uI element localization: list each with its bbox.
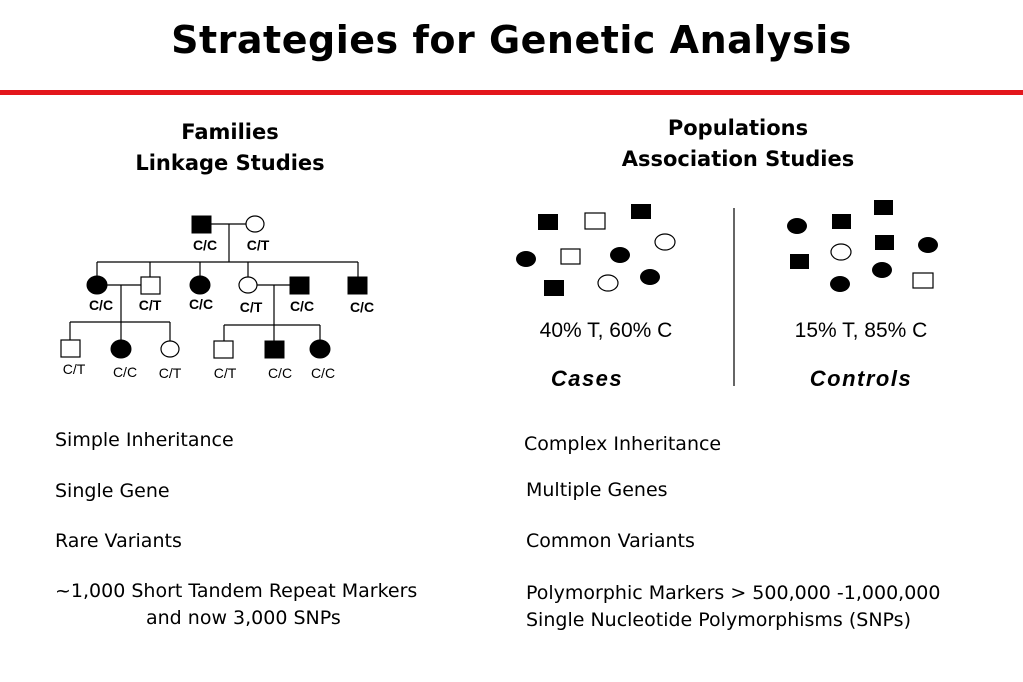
families-heading-line1: Families — [181, 120, 279, 144]
families-heading-line2: Linkage Studies — [135, 151, 325, 175]
case-unaffected-male — [561, 249, 580, 264]
slide-title: Strategies for Genetic Analysis — [171, 18, 852, 62]
g2-affected-male-1 — [290, 277, 309, 294]
cases-frequency: 40% T, 60% C — [539, 319, 673, 342]
controls-frequency: 15% T, 85% C — [794, 319, 928, 342]
case-unaffected-male — [585, 213, 605, 229]
g2-unaffected-female-1 — [239, 277, 257, 293]
genotype-label: C/T — [239, 299, 263, 315]
genotype-label: C/C — [349, 299, 375, 315]
genotype-label: C/C — [289, 298, 315, 314]
g3-unaffected-female-1 — [161, 341, 179, 357]
g3-affected-female-2 — [310, 340, 330, 358]
genotype-label: C/T — [138, 297, 162, 313]
genotype-label: C/C — [112, 364, 138, 380]
controls-label: Controls — [809, 366, 913, 391]
cases-label: Cases — [550, 366, 624, 391]
case-unaffected-female — [655, 234, 675, 250]
genotype-label: C/C — [192, 237, 218, 253]
genotype-label: C/C — [267, 365, 293, 381]
g3-affected-male-1 — [265, 341, 284, 358]
cases-group — [516, 204, 675, 296]
genotype-label: C/C — [88, 297, 114, 313]
genotype-label: C/T — [62, 361, 86, 377]
right-item-inheritance: Complex Inheritance — [524, 433, 722, 455]
left-item-markers: ~1,000 Short Tandem Repeat Markers — [55, 580, 418, 602]
g3-affected-female-1 — [111, 340, 131, 358]
genotype-label: C/C — [310, 365, 336, 381]
case-unaffected-female — [598, 275, 618, 291]
case-affected-male — [544, 280, 564, 296]
control-affected-female — [918, 237, 938, 253]
left-item-markers-line2: and now 3,000 SNPs — [146, 607, 341, 629]
g1-affected-male — [192, 216, 211, 233]
case-affected-female — [610, 247, 630, 263]
right-item-genes: Multiple Genes — [526, 479, 668, 501]
case-affected-male — [538, 214, 558, 230]
control-affected-female — [830, 276, 850, 292]
populations-heading — [598, 113, 878, 175]
left-item-gene: Single Gene — [55, 480, 170, 502]
case-affected-male — [631, 204, 651, 219]
genotype-label: C/T — [158, 365, 182, 381]
left-item-inheritance: Simple Inheritance — [55, 429, 234, 451]
right-item-markers: Polymorphic Markers > 500,000 -1,000,000 — [526, 582, 941, 604]
populations-heading-line2: Association Studies — [621, 147, 855, 171]
control-affected-female — [872, 262, 892, 278]
case-affected-female — [516, 251, 536, 267]
populations-heading-line1: Populations — [667, 116, 809, 140]
g3-unaffected-male-1 — [61, 340, 80, 357]
control-affected-male — [790, 254, 809, 269]
control-affected-male — [832, 214, 851, 229]
control-unaffected-male — [913, 273, 933, 288]
g3-unaffected-male-2 — [214, 341, 233, 358]
g2-affected-female-2 — [190, 276, 210, 294]
control-affected-male — [874, 200, 893, 215]
population-diagram — [490, 190, 990, 400]
genotype-label: C/C — [188, 296, 214, 312]
g2-affected-female-1 — [87, 276, 107, 294]
controls-group — [787, 200, 938, 292]
g2-affected-male-2 — [348, 277, 367, 294]
control-affected-female — [787, 218, 807, 234]
g1-unaffected-female — [246, 216, 264, 232]
case-affected-female — [640, 269, 660, 285]
right-item-variants: Common Variants — [526, 530, 695, 552]
genotype-label: C/T — [213, 365, 237, 381]
g2-unaffected-male-1 — [141, 277, 160, 294]
pedigree-diagram — [0, 0, 480, 400]
genotype-label: C/T — [246, 237, 270, 253]
control-affected-male — [875, 235, 894, 250]
right-item-snps: Single Nucleotide Polymorphisms (SNPs) — [526, 609, 911, 631]
control-unaffected-female — [831, 244, 851, 260]
left-item-variants: Rare Variants — [55, 530, 182, 552]
